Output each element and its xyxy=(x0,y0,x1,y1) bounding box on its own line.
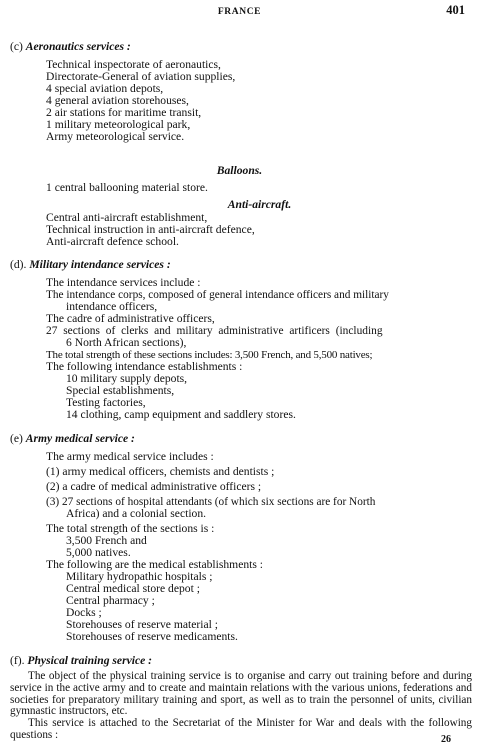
list-item: The total strength of these sections includes: 3,500 French, and 5,500 natives; xyxy=(46,349,373,361)
list-item: The army medical service includes : xyxy=(46,450,214,463)
section-e-heading xyxy=(10,433,135,446)
list-item: The intendance corps, composed of general intendance officers and military xyxy=(46,289,389,301)
list-item: Central pharmacy ; xyxy=(66,594,155,607)
section-c-heading xyxy=(10,41,131,54)
list-item: 1 central ballooning material store. xyxy=(46,181,208,194)
list-item: The following are the medical establishments : xyxy=(46,558,263,571)
list-item: The total strength of the sections is : xyxy=(46,522,215,535)
list-item: 10 military supply depots, xyxy=(66,372,188,385)
list-item: 5,000 natives. xyxy=(66,546,131,559)
list-item: (1) army medical officers, chemists and dentists ; xyxy=(46,465,275,478)
section-c-title: Aeronautics services : xyxy=(25,40,131,53)
section-f-heading xyxy=(10,655,152,668)
list-item: intendance officers, xyxy=(66,300,158,313)
list-item: Technical instruction in anti-aircraft defence, xyxy=(46,223,255,236)
printer-signature: 26 xyxy=(441,734,451,746)
section-f-title: Physical training service : xyxy=(27,654,153,667)
list-item: 3,500 French and xyxy=(66,534,147,547)
list-item: Docks ; xyxy=(66,606,102,619)
list-item: Military hydropathic hospitals ; xyxy=(66,570,213,583)
paragraph: This service is attached to the Secretariat of the Minister for War and deals with the following questions : xyxy=(10,717,472,741)
section-d-title: Military intendance services : xyxy=(29,258,171,271)
list-item: Central medical store depot ; xyxy=(66,582,200,595)
section-e-title: Army medical service : xyxy=(25,432,135,445)
list-item: The following intendance establishments : xyxy=(46,360,243,373)
list-item: Army meteorological service. xyxy=(46,130,185,143)
list-item: 1 military meteorological park, xyxy=(46,118,191,131)
list-item: Anti-aircraft defence school. xyxy=(46,235,179,248)
antiaircraft-heading: Anti-aircraft. xyxy=(227,198,292,211)
list-item: 4 special aviation depots, xyxy=(46,82,164,95)
list-item: Storehouses of reserve medicaments. xyxy=(66,630,238,643)
list-item: 14 clothing, camp equipment and saddlery stores. xyxy=(66,408,296,421)
list-item: The intendance services include : xyxy=(46,276,201,289)
list-item: 2 air stations for maritime transit, xyxy=(46,106,202,119)
list-item: Storehouses of reserve material ; xyxy=(66,618,218,631)
list-item: 6 North African sections), xyxy=(66,336,187,349)
list-item: (3) 27 sections of hospital attendants (of which six sections are for North xyxy=(46,496,376,508)
list-item: Africa) and a colonial section. xyxy=(66,507,207,520)
section-d-label: (d). xyxy=(10,258,27,271)
list-item: Technical inspectorate of aeronautics, xyxy=(46,58,221,71)
section-f-label: (f). xyxy=(10,654,25,667)
paragraph: The object of the physical training service is to organise and carry out training before and during service in the active army and to create and maintain relations with the various unions, federations and societies for preparatory military training and sport, as well as to train the personnel of units, civilian gymnastic instructors, etc. xyxy=(10,670,472,718)
section-e-label: (e) xyxy=(10,432,23,445)
page-number: 401 xyxy=(446,3,465,17)
list-item: Testing factories, xyxy=(66,396,146,409)
list-item: 27 sections of clerks and military administrative artificers (including xyxy=(46,325,383,337)
balloons-heading: Balloons. xyxy=(216,164,263,177)
list-item: (2) a cadre of medical administrative officers ; xyxy=(46,480,262,493)
list-item: 4 general aviation storehouses, xyxy=(46,94,189,107)
list-item: The cadre of administrative officers, xyxy=(46,312,215,325)
section-c-label: (c) xyxy=(10,40,23,53)
list-item: Special establishments, xyxy=(66,384,175,397)
list-item: Directorate-General of aviation supplies, xyxy=(46,70,236,83)
running-header-title: FRANCE xyxy=(217,7,262,17)
list-item: Central anti-aircraft establishment, xyxy=(46,211,208,224)
section-d-heading xyxy=(10,259,171,272)
